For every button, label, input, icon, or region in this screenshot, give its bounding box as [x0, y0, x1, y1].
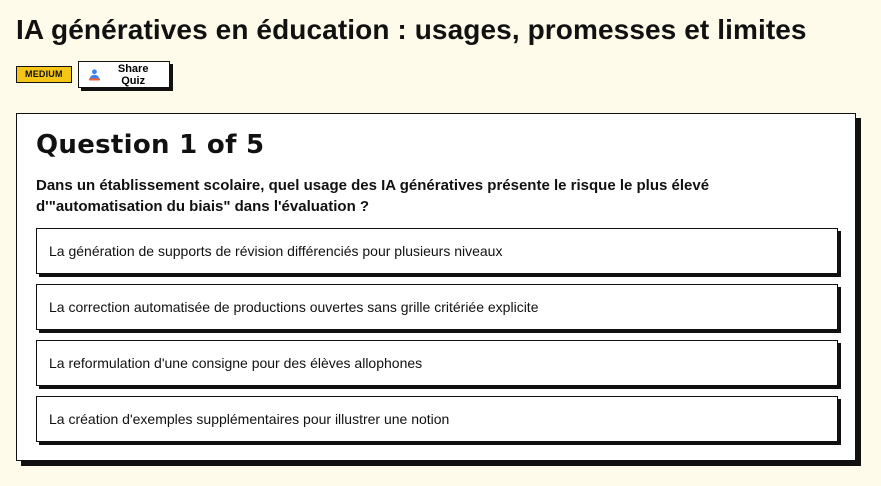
answer-option-2[interactable]: La correction automatisée de productions ouvertes sans grille critériée explicite — [36, 284, 838, 330]
answer-options — [36, 228, 838, 452]
question-card — [16, 113, 856, 461]
page-title: IA génératives en éducation : usages, promesses et limites — [16, 14, 807, 45]
share-quiz-label: Share Quiz — [117, 62, 149, 87]
question-heading: Question 1 of 5 — [36, 130, 265, 160]
share-person-icon — [88, 68, 101, 82]
question-text: Dans un établissement scolaire, quel usage des IA génératives présente le risque le plus élevé d'"automatisation du biais" dans l'évaluation ? — [36, 177, 710, 215]
answer-option-1[interactable]: La génération de supports de révision différenciés pour plusieurs niveaux — [36, 228, 838, 274]
share-quiz-button[interactable] — [78, 61, 170, 88]
difficulty-badge: MEDIUM — [16, 66, 72, 83]
quiz-meta-row — [16, 61, 170, 88]
answer-option-3[interactable]: La reformulation d'une consigne pour des élèves allophones — [36, 340, 838, 386]
answer-option-4[interactable]: La création d'exemples supplémentaires pour illustrer une notion — [36, 396, 838, 442]
